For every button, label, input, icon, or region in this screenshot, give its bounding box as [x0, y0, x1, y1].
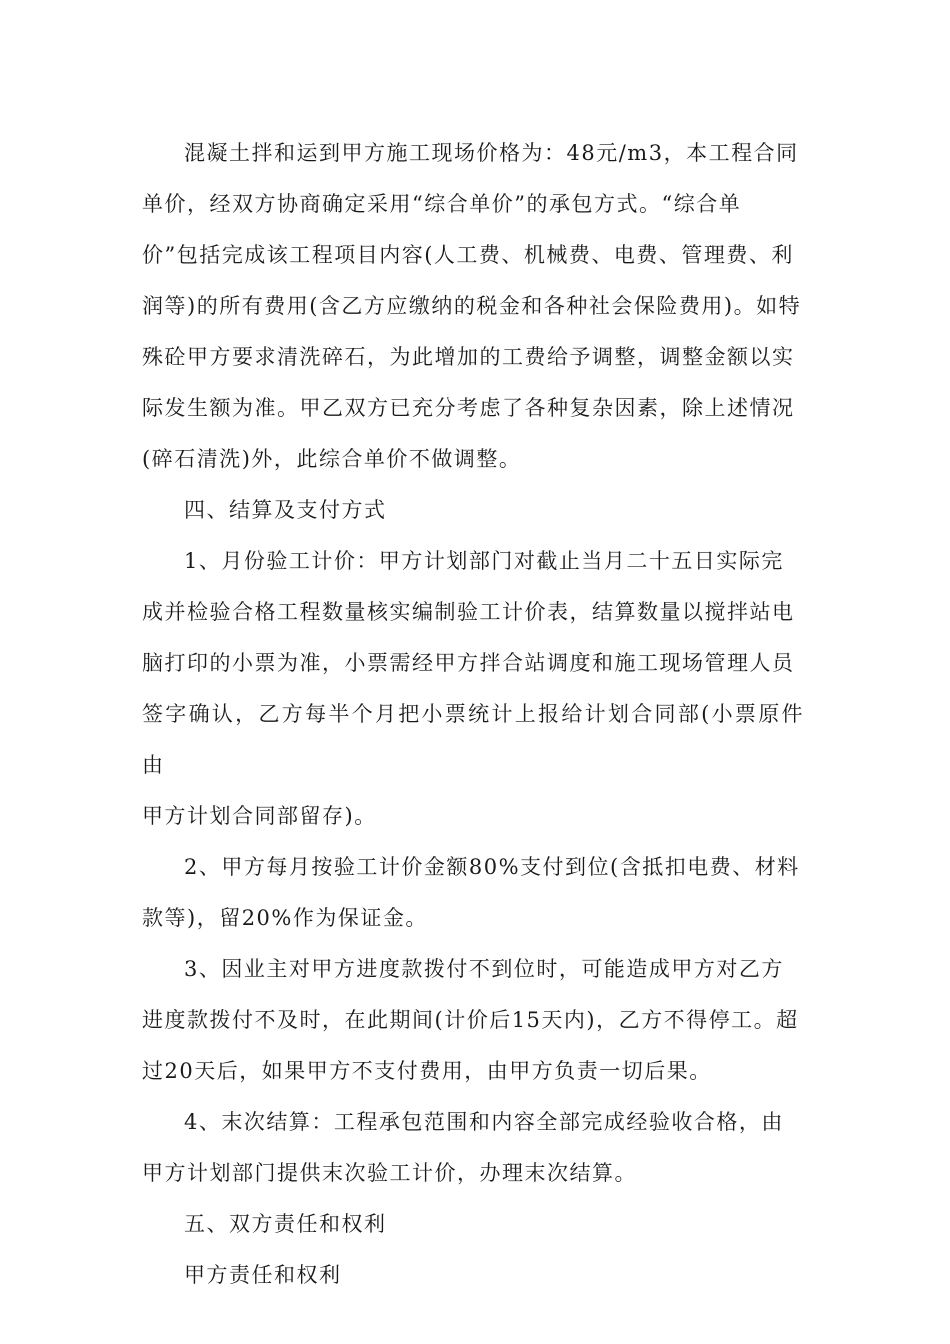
text-line: 混凝土拌和运到甲方施工现场价格为：48元/m3，本工程合同 — [184, 141, 799, 165]
text-line: 3、因业主对甲方进度款拨付不到位时，可能造成甲方对乙方 — [184, 957, 784, 981]
text-line: 甲方计划部门提供末次验工计价，办理末次结算。 — [142, 1161, 637, 1185]
text-line: 单价，经双方协商确定采用“综合单价”的承包方式。“综合单 — [142, 192, 742, 216]
text-line: 2、甲方每月按验工计价金额80%支付到位(含抵扣电费、材料 — [184, 855, 800, 879]
paragraph-item-2 — [142, 842, 804, 944]
text-line: 进度款拨付不及时，在此期间(计价后15天内)，乙方不得停工。超 — [142, 1008, 799, 1032]
section-heading-settlement — [142, 485, 804, 536]
text-line: 成并检验合格工程数量核实编制验工计价表，结算数量以搅拌站电 — [142, 600, 795, 624]
paragraph-item-1 — [142, 536, 804, 842]
text-line: 4、末次结算：工程承包范围和内容全部完成经验收合格，由 — [184, 1110, 784, 1134]
text-line: (碎石清洗)外，此综合单价不做调整。 — [142, 447, 522, 471]
paragraph-item-3 — [142, 944, 804, 1097]
text-line: 价”包括完成该工程项目内容(人工费、机械费、电费、管理费、利 — [142, 243, 794, 267]
text-line: 款等)，留20%作为保证金。 — [142, 906, 428, 930]
text-line: 殊砼甲方要求清洗碎石，为此增加的工费给予调整，调整金额以实 — [142, 345, 795, 369]
document-body — [142, 128, 804, 1301]
paragraph-price-terms — [142, 128, 804, 485]
text-line: 脑打印的小票为准，小票需经甲方拌合站调度和施工现场管理人员 — [142, 651, 795, 675]
text-line: 甲方计划合同部留存)。 — [142, 804, 377, 828]
paragraph-item-4 — [142, 1097, 804, 1199]
subheading-party-a — [142, 1250, 804, 1301]
text-line: 甲方责任和权利 — [184, 1263, 342, 1287]
text-line: 1、月份验工计价：甲方计划部门对截止当月二十五日实际完 — [184, 549, 784, 573]
text-line: 润等)的所有费用(含乙方应缴纳的税金和各种社会保险费用)。如特 — [142, 294, 802, 318]
section-heading-responsibilities — [142, 1199, 804, 1250]
text-line: 四、结算及支付方式 — [184, 498, 387, 522]
text-line: 际发生额为准。甲乙双方已充分考虑了各种复杂因素，除上述情况 — [142, 396, 795, 420]
text-line: 过20天后，如果甲方不支付费用，由甲方负责一切后果。 — [142, 1059, 712, 1083]
text-line: 五、双方责任和权利 — [184, 1212, 387, 1236]
text-line: 签字确认，乙方每半个月把小票统计上报给计划合同部(小票原件由 — [142, 702, 804, 777]
